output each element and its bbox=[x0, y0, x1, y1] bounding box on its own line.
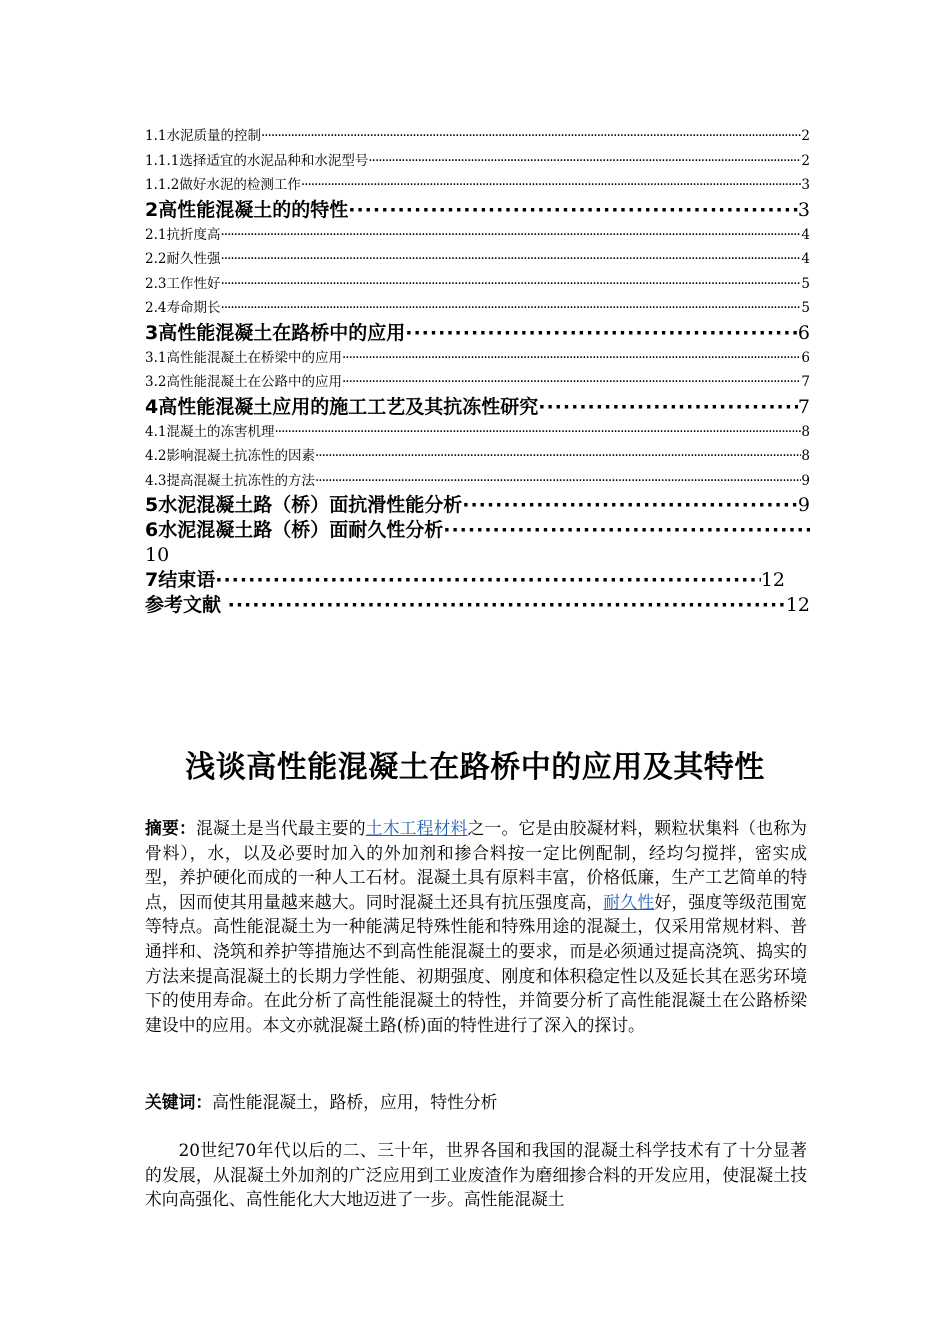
toc-leader bbox=[342, 370, 801, 395]
toc-leader bbox=[538, 395, 798, 420]
toc-entry-page: 8 bbox=[801, 423, 810, 440]
toc-entry-title: 6水泥混凝土路（桥）面耐久性分析 bbox=[145, 519, 444, 541]
toc-leader bbox=[220, 223, 801, 248]
toc-chapter[interactable] bbox=[145, 395, 810, 420]
toc-entry-page: 3 bbox=[801, 177, 810, 193]
toc-leader bbox=[220, 272, 801, 297]
toc-entry-page: 12 bbox=[785, 594, 810, 616]
keywords-text: 高性能混凝土，路桥，应用，特性分析 bbox=[212, 1092, 498, 1112]
toc-entry-title: 1.1.2做好水泥的检测工作 bbox=[145, 177, 301, 193]
toc-leader bbox=[274, 420, 801, 445]
toc-entry-page: 10 bbox=[145, 544, 170, 566]
toc-entry[interactable] bbox=[145, 124, 810, 149]
toc-entry-title: 3.2高性能混凝土在公路中的应用 bbox=[145, 374, 342, 390]
toc-entry[interactable] bbox=[145, 149, 810, 174]
toc-entry[interactable] bbox=[145, 469, 810, 494]
toc-chapter[interactable] bbox=[145, 518, 810, 543]
toc-entry-title: 4.1混凝土的冻害机理 bbox=[145, 423, 275, 440]
abstract-text: 混凝土是当代最主要的 bbox=[195, 818, 366, 838]
toc-entry[interactable] bbox=[145, 296, 810, 321]
toc-leader bbox=[443, 518, 810, 543]
toc-entry[interactable] bbox=[145, 420, 810, 445]
toc-entry-page: 2 bbox=[801, 152, 810, 169]
toc-entry-title: 5水泥混凝土路（桥）面抗滑性能分析 bbox=[145, 494, 463, 516]
toc-entry[interactable] bbox=[145, 173, 810, 198]
toc-entry-title: 2.3工作性好 bbox=[145, 275, 221, 292]
toc-entry-title: 2.4寿命期长 bbox=[145, 300, 221, 316]
toc-entry-page: 2 bbox=[801, 128, 810, 144]
toc-entry-page: 9 bbox=[797, 494, 810, 516]
toc-leader bbox=[215, 568, 761, 593]
toc-leader bbox=[315, 444, 801, 469]
link-durability[interactable]: 耐久性 bbox=[603, 891, 655, 912]
toc-entry-page: 3 bbox=[797, 198, 810, 221]
toc-chapter[interactable] bbox=[145, 198, 810, 223]
abstract-text: 之一。它是由胶凝材料，颗粒状集料（也称为骨料），水，以及必要时加入的外加剂和掺合料按一定比例配制，经均匀搅拌，密实成型，养护硬化而成的一种人工石材。混凝土具有原料丰富，价格低廉，生产工艺简单的特点，因而使其用量越来越大。同时混凝土还具有抗压强度高， bbox=[145, 818, 807, 912]
toc-entry-page: 9 bbox=[801, 472, 810, 489]
toc-entry-title: 4.3提高混凝土抗冻性的方法 bbox=[145, 472, 315, 489]
toc-leader bbox=[405, 321, 798, 346]
toc-entry[interactable] bbox=[145, 444, 810, 469]
document-title: 浅谈高性能混凝土在路桥中的应用及其特性 bbox=[185, 750, 765, 785]
toc-chapter[interactable] bbox=[145, 568, 785, 593]
toc-entry-page: 6 bbox=[797, 321, 810, 344]
toc-entry-page: 5 bbox=[801, 300, 810, 316]
toc-entry-title: 4.2影响混凝土抗冻性的因素 bbox=[145, 448, 315, 464]
toc-leader bbox=[301, 173, 802, 198]
toc-chapter[interactable] bbox=[145, 493, 810, 518]
toc-entry-page: 7 bbox=[797, 395, 810, 418]
abstract-text: 好，强度等级范围宽等特点。高性能混凝土为一种能满足特殊性能和特殊用途的混凝土，仅采用常规材料、普通拌和、浇筑和养护等措施达不到高性能混凝土的要求，而是必须通过提高浇筑、捣实的方法来提高混凝土的长期力学性能、初期强度、刚度和体积稳定性以及延长其在恶劣环境下的使用寿命。在此分析了高性能混凝土的特性，并简要分析了高性能混凝土在公路桥梁建设中的应用。本文亦就混凝土路(桥)面的特性进行了深入的探讨。 bbox=[145, 891, 807, 1035]
toc-entry[interactable] bbox=[145, 272, 810, 297]
toc-chapter[interactable] bbox=[145, 593, 810, 618]
toc-leader bbox=[462, 493, 798, 518]
abstract-paragraph bbox=[145, 816, 807, 1037]
toc-leader bbox=[348, 198, 798, 223]
toc-entry-title: 7结束语 bbox=[145, 569, 216, 591]
intro-paragraph: 20世纪70年代以后的二、三十年，世界各国和我国的混凝土科学技术有了十分显著的发展，从混凝土外加剂的广泛应用到工业废渣作为磨细掺合料的开发应用，使混凝土技术向高强化、高性能化大大地迈进了一步。高性能混凝土 bbox=[145, 1140, 807, 1210]
toc-entry-title: 2高性能混凝土的的特性 bbox=[145, 198, 349, 221]
toc-entry-page: 7 bbox=[801, 374, 810, 390]
abstract-label: 摘要： bbox=[145, 818, 196, 838]
toc-leader bbox=[342, 346, 801, 371]
toc-entry-page: 5 bbox=[801, 275, 810, 292]
toc-entry[interactable] bbox=[145, 370, 810, 395]
toc-entry-title: 2.1抗折度高 bbox=[145, 226, 221, 243]
keywords-label: 关键词： bbox=[145, 1092, 213, 1112]
toc-leader bbox=[261, 124, 801, 149]
toc-entry-page: 4 bbox=[801, 226, 810, 243]
toc-leader bbox=[220, 296, 801, 321]
toc-entry[interactable] bbox=[145, 223, 810, 248]
keywords-paragraph bbox=[145, 1090, 807, 1115]
table-of-contents bbox=[145, 124, 810, 618]
toc-leader bbox=[315, 469, 801, 494]
toc-entry-title: 1.1.1选择适宜的水泥品种和水泥型号 bbox=[145, 152, 369, 169]
toc-entry-title: 3.1高性能混凝土在桥梁中的应用 bbox=[145, 349, 342, 366]
toc-leader bbox=[368, 149, 801, 174]
toc-leader bbox=[220, 247, 801, 272]
toc-entry[interactable] bbox=[145, 247, 810, 272]
toc-entry-title: 1.1水泥质量的控制 bbox=[145, 128, 261, 144]
toc-entry-page: 4 bbox=[801, 251, 810, 267]
toc-entry-title: 4高性能混凝土应用的施工工艺及其抗冻性研究 bbox=[145, 395, 539, 418]
toc-leader bbox=[228, 593, 786, 618]
toc-entry-page: 12 bbox=[760, 569, 785, 591]
toc-chapter[interactable] bbox=[145, 321, 810, 346]
toc-entry-title: 2.2耐久性强 bbox=[145, 251, 221, 267]
toc-entry[interactable] bbox=[145, 346, 810, 371]
toc-entry-title: 参考文献 bbox=[145, 594, 228, 616]
toc-entry-title: 3高性能混凝土在路桥中的应用 bbox=[145, 321, 406, 344]
toc-entry-page: 6 bbox=[801, 349, 810, 366]
toc-entry-page: 8 bbox=[801, 448, 810, 464]
link-civil-engineering-materials[interactable]: 土木工程材料 bbox=[365, 818, 468, 838]
